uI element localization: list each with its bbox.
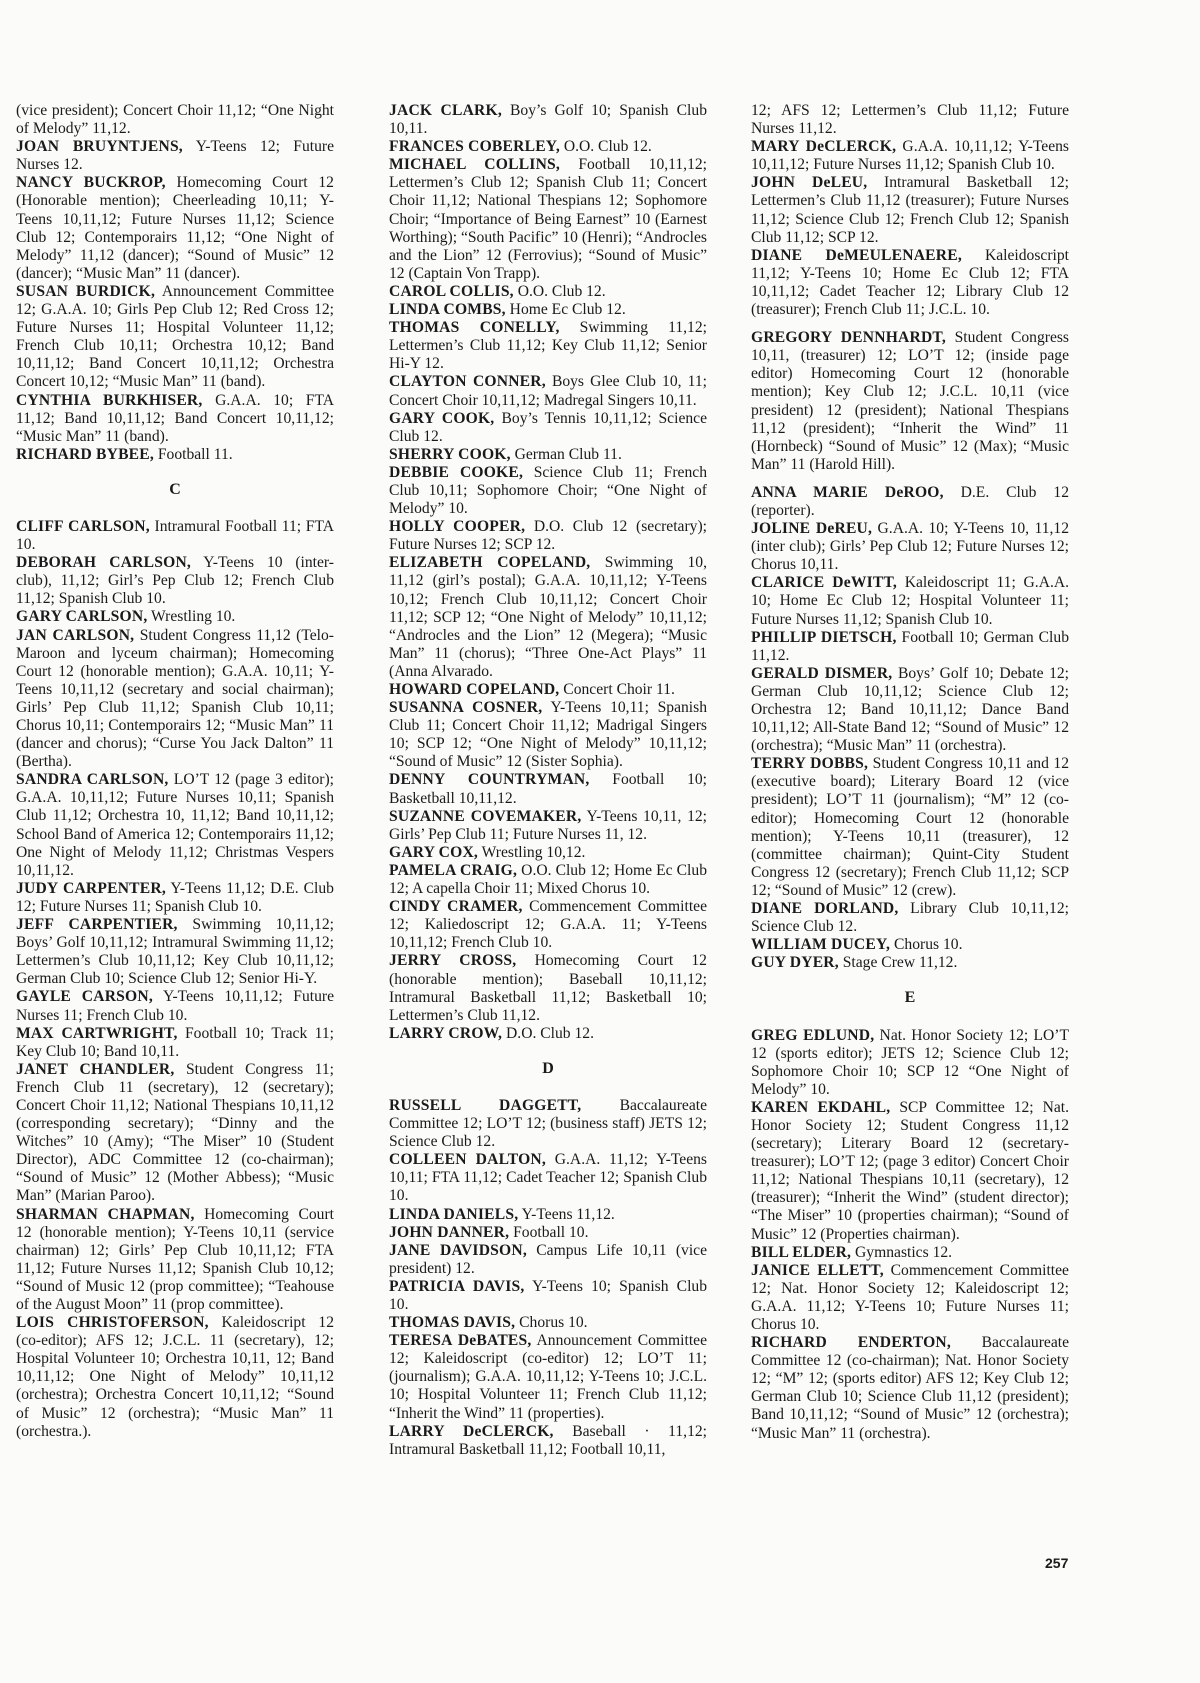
- student-name: PATRICIA DAVIS,: [389, 1277, 525, 1295]
- student-activities: Swimming 10, 11,12 (girl’s postal); G.A.A. 10,11,12; Y-Teens 10,12; French Club 10,11,12; Concert Choir 11,12; SCP 12; “One Night of Melody” 10,11,12; “Androcles and the Lion” 12 (Megera); “Music Man” 11 (chorus); “Three One-Act Plays” 11 (Anna Alvarado.: [389, 554, 707, 680]
- student-name: MARY DeCLERCK,: [751, 138, 897, 156]
- student-activities: Concert Choir 11.: [559, 681, 675, 698]
- student-name: TERESA DeBATES,: [389, 1332, 532, 1350]
- student-name: SANDRA CARLSON,: [16, 771, 169, 789]
- student-activities: Chorus 10.: [515, 1314, 588, 1332]
- student-entry: [16, 554, 334, 608]
- student-activities: Science Club 11; French Club 10,11; Sophomore Choir; “One Night of Melody” 10.: [389, 463, 707, 518]
- column-right: [751, 102, 1069, 1443]
- student-entry: [389, 446, 707, 464]
- student-activities: Football 10.: [509, 1223, 589, 1241]
- student-entry: [751, 329, 1069, 474]
- page-number: 257: [1045, 1555, 1069, 1571]
- student-entry: [751, 629, 1069, 665]
- student-activities: Y-Teens 10,11, 12; Girls’ Pep Club 11; Future Nurses 11, 12.: [389, 807, 707, 843]
- student-activities: Chorus 10.: [890, 936, 963, 954]
- student-activities: Boys Glee Club 10, 11; Concert Choir 10,11,12; Madregal Singers 10,11.: [389, 373, 707, 409]
- student-entry: [16, 627, 334, 772]
- student-entry: [389, 898, 707, 952]
- student-activities: Kaleidoscript 11,12; Y-Teens 10; Home Ec Club 12; FTA 10,11,12; Cadet Teacher 12; Library Club 12 (treasurer); French Club 11; J.C.L. 10.: [751, 246, 1069, 319]
- student-name: GUY DYER,: [751, 954, 839, 972]
- student-entry: [389, 138, 707, 156]
- student-activities: Kaleidoscript 11; G.A.A. 10; Home Ec Club 12; Hospital Volunteer 11; Future Nurses 11,12; Spanish Club 10.: [751, 574, 1070, 628]
- student-name: LOIS CHRISTOFERSON,: [16, 1314, 209, 1332]
- student-name: GREG EDLUND,: [751, 1026, 875, 1044]
- student-entry: [751, 900, 1069, 936]
- student-activities: Campus Life 10,11 (vice president) 12.: [389, 1241, 707, 1277]
- student-entry: [16, 1025, 334, 1061]
- student-name: FRANCES COBERLEY,: [389, 138, 560, 156]
- spacer: [751, 474, 1069, 484]
- student-entry: [16, 988, 334, 1024]
- student-activities: O.O. Club 12.: [559, 138, 652, 156]
- student-name: CAROL COLLIS,: [389, 282, 514, 300]
- student-activities: Wrestling 10.: [147, 608, 236, 626]
- student-name: DIANE DORLAND,: [751, 900, 899, 918]
- student-activities: Y-Teens 12; Future Nurses 12.: [16, 138, 334, 174]
- student-entry: [389, 699, 707, 771]
- student-name: CINDY CRAMER,: [389, 898, 523, 916]
- student-entry: [16, 1206, 334, 1315]
- student-activities: Nat. Honor Society 12; LO’T 12 (sports editor); JETS 12; Science Club 12; Sophomore Choir 10; SCP 12 “One Night of Melody” 10.: [751, 1026, 1069, 1098]
- student-entry: [389, 102, 707, 138]
- student-activities: Announcement Committee 12; G.A.A. 10; Girls Pep Club 12; Red Cross 12; Future Nurses 11; Hospital Volunteer 11,12; French Club 10,11; Orchestra 10,12; Band 10,11,12; Band Concert 10,11,12; Orchestra Concert 10,12; “Music Man” 11 (band).: [16, 282, 334, 391]
- entry-continuation: 12; AFS 12; Lettermen’s Club 11,12; Future Nurses 11,12.: [751, 102, 1069, 138]
- student-name: JOHN DANNER,: [389, 1223, 510, 1241]
- student-name: THOMAS DAVIS,: [389, 1314, 516, 1332]
- student-activities: Football 11.: [153, 445, 233, 463]
- student-entry: [389, 156, 707, 283]
- student-name: CLAYTON CONNER,: [389, 373, 546, 391]
- student-name: LINDA COMBS,: [389, 301, 506, 319]
- student-entry: [751, 1027, 1069, 1099]
- student-activities: Swimming 10,11,12; Boys’ Golf 10,11,12; Intramural Swimming 11,12; Lettermen’s Club 10,11,12; Key Club 10,11,12; German Club 10; Science Club 12; Senior Hi-Y.: [16, 916, 334, 988]
- student-entry: [751, 1334, 1069, 1443]
- student-entry: [16, 138, 334, 174]
- student-activities: D.E. Club 12 (reporter).: [751, 483, 1069, 519]
- student-entry: [389, 301, 707, 319]
- student-name: ANNA MARIE DeROO,: [751, 483, 944, 501]
- student-entry: [16, 771, 334, 880]
- student-entry: [16, 174, 334, 283]
- student-entry: [16, 518, 334, 554]
- student-entry: [389, 771, 707, 807]
- student-entry: [389, 1097, 707, 1151]
- column-middle: [389, 102, 707, 1459]
- student-entry: [389, 373, 707, 409]
- student-name: THOMAS CONELLY,: [389, 319, 560, 337]
- student-activities: Intramural Football 11; FTA 10.: [16, 517, 334, 554]
- student-activities: O.O. Club 12.: [513, 282, 606, 300]
- entry-continuation: (vice president); Concert Choir 11,12; “One Night of Melody” 11,12.: [16, 102, 334, 138]
- student-activities: Student Congress 10,11, (treasurer) 12; LO’T 12; (inside page editor) Homecoming Court 12 (honorable mention); Key Club 12; J.C.L. 10,11 (vice president) 12 (president); National Thespians 11,12 (president); “Inherit the Wind” 11 (Hornbeck) “Sound of Music” 12 (Max); “Music Man” 11 (Harold Hill).: [751, 329, 1069, 473]
- student-activities: Wrestling 10,12.: [478, 843, 586, 861]
- student-entry: [16, 283, 334, 392]
- student-activities: Library Club 10,11,12; Science Club 12.: [751, 900, 1069, 936]
- student-entry: [751, 574, 1069, 628]
- student-activities: Boy’s Golf 10; Spanish Club 10,11.: [389, 102, 707, 138]
- student-activities: D.O. Club 12 (secretary); Future Nurses 12; SCP 12.: [389, 518, 707, 554]
- student-name: DENNY COUNTRYMAN,: [389, 771, 590, 789]
- student-name: PHILLIP DIETSCH,: [751, 628, 897, 646]
- student-activities: Home Ec Club 12.: [505, 301, 626, 319]
- student-name: JUDY CARPENTER,: [16, 879, 166, 897]
- student-name: CLIFF CARLSON,: [16, 517, 150, 535]
- student-activities: Intramural Basketball 12; Lettermen’s Club 11,12 (treasurer); Future Nurses 11,12; Science Club 12; French Club 12; Spanish Club 11,12; SCP 12.: [751, 174, 1069, 246]
- student-entry: [389, 1151, 707, 1205]
- student-activities: Y-Teens 11,12.: [518, 1205, 615, 1223]
- student-activities: Commencement Committee 12; Kaliedoscript 12; G.A.A. 11; Y-Teens 10,11,12; French Club 10.: [389, 898, 707, 952]
- student-entry: [16, 1061, 334, 1206]
- section-letter: E: [904, 989, 916, 1007]
- student-activities: Football 10; Track 11; Key Club 10; Band 10,11.: [16, 1024, 334, 1060]
- student-entry: [16, 1314, 334, 1441]
- student-activities: Baseball · 11,12; Intramural Basketball 11,12; Football 10,11,: [389, 1422, 707, 1458]
- student-name: HOLLY COOPER,: [389, 518, 526, 536]
- student-activities: Baccalaureate Committee 12; LO’T 12; (business staff) JETS 12; Science Club 12.: [389, 1096, 707, 1151]
- student-activities: Homecoming Court 12 (honorable mention); Y-Teens 10,11 (service chairman) 12; Girls’ Pep Club 10,11,12; FTA 11,12; Future Nurses 11,12; Spanish Club 10,12; “Sound of Music 12 (prop committee); “Teahouse of the August Moon” 11 (prop committee).: [16, 1205, 335, 1313]
- student-activities: D.O. Club 12.: [502, 1024, 594, 1042]
- student-activities: Y-Teens 11,12; D.E. Club 12; Future Nurses 11; Spanish Club 10.: [16, 879, 334, 915]
- student-name: GARY COOK,: [389, 409, 495, 427]
- student-name: NANCY BUCKROP,: [16, 174, 166, 192]
- student-activities: Student Congress 11; French Club 11 (secretary), 12 (secretary); Concert Choir 11,12; National Thespians 10,11,12 (corresponding secretary); “Dinny and the Witches” 10 (Amy); “The Miser” 10 (Student Director), ADC Committee 12 (co-chairman); “Sound of Music” 12 (Mother Abbess); “Music Man” (Marian Paroo).: [16, 1060, 334, 1205]
- student-name: CYNTHIA BURKHISER,: [16, 391, 203, 409]
- column-left: [16, 102, 334, 1441]
- student-name: WILLIAM DUCEY,: [751, 936, 891, 954]
- student-activities: Y-Teens 10,11; Spanish Club 11; Concert Choir 11,12; Madrigal Singers 10; SCP 12; “One Night of Melody” 10,11,12; “Sound of Music” 12 (Sister Sophia).: [389, 699, 708, 771]
- student-name: JOLINE DeREU,: [751, 520, 873, 538]
- student-activities: Football 10; Basketball 10,11,12.: [389, 771, 707, 807]
- student-activities: Homecoming Court 12 (honorable mention); Baseball 10,11,12; Intramural Basketball 11,12; Basketball 10; Lettermen’s Club 11,12.: [389, 952, 707, 1024]
- student-activities: Boy’s Tennis 10,11,12; Science Club 12.: [389, 409, 707, 445]
- student-entry: [389, 681, 707, 699]
- student-activities: Y-Teens 10,11,12; Future Nurses 11; French Club 10.: [16, 988, 335, 1024]
- student-entry: [389, 1278, 707, 1314]
- student-name: JANET CHANDLER,: [16, 1060, 175, 1078]
- student-activities: Swimming 11,12; Lettermen’s Club 11,12; Key Club 11,12; Senior Hi-Y 12.: [389, 319, 707, 373]
- student-entry: [751, 484, 1069, 520]
- student-activities: G.A.A. 11,12; Y-Teens 10,11; FTA 11,12; Cadet Teacher 12; Spanish Club 10.: [389, 1151, 707, 1205]
- student-entry: [751, 1262, 1069, 1334]
- student-entry: [389, 1423, 707, 1459]
- student-name: DIANE DeMEULENAERE,: [751, 246, 962, 264]
- student-activities: Baccalaureate Committee 12 (co-chairman); Nat. Honor Society 12; “M” 12; (sports editor) AFS 12; Key Club 12; German Club 10; Science Club 11,12 (president); Band 10,11,12; “Sound of Music” 12 (orchestra); “Music Man” 11 (orchestra).: [751, 1334, 1070, 1442]
- student-name: LINDA DANIELS,: [389, 1205, 519, 1223]
- student-name: RUSSELL DAGGETT,: [389, 1096, 582, 1114]
- student-activities: O.O. Club 12; Home Ec Club 12; A capella Choir 11; Mixed Chorus 10.: [389, 861, 707, 898]
- student-activities: Gymnastics 12.: [851, 1243, 953, 1261]
- student-entry: [751, 174, 1069, 246]
- student-entry: [751, 936, 1069, 954]
- student-entry: [389, 862, 707, 898]
- student-name: DEBBIE COOKE,: [389, 463, 524, 481]
- student-activities: G.A.A. 10; Y-Teens 10, 11,12 (inter club); Girls’ Pep Club 12; Future Nurses 12; Chorus 10,11.: [751, 520, 1070, 574]
- student-name: MAX CARTWRIGHT,: [16, 1024, 178, 1042]
- student-name: GREGORY DENNHARDT,: [751, 329, 946, 347]
- student-entry: [389, 1025, 707, 1043]
- student-name: JEFF CARPENTIER,: [16, 916, 178, 934]
- student-entry: [751, 954, 1069, 972]
- section-letter: D: [542, 1059, 554, 1077]
- student-name: BILL ELDER,: [751, 1243, 852, 1261]
- student-name: KAREN EKDAHL,: [751, 1098, 891, 1116]
- student-entry: [16, 608, 334, 626]
- student-name: RICHARD BYBEE,: [16, 445, 154, 463]
- student-activities: Announcement Committee 12; Kaleidoscript (co-editor) 12; LO’T 11; (journalism); G.A.A. 10,11,12; Y-Teens 10; J.C.L. 10; Hospital Volunteer 11; French Club 11,12; “Inherit the Wind” 11 (properties).: [389, 1332, 707, 1422]
- student-name: GARY CARLSON,: [16, 608, 148, 626]
- section-letter: C: [169, 480, 181, 498]
- student-activities: Student Congress 10,11 and 12 (executive board); Literary Board 12 (vice president); LO’T 11 (journalism); “M” 12 (co-editor); Homecoming Court 12 (honorable mention); Y-Teens 10,11 (treasurer), 12 (committee chairman); Quint-City Student Congress 12 (secretary); French Club 11,12; SCP 12; “Sound of Music” 12 (crew).: [751, 755, 1069, 899]
- student-name: JAN CARLSON,: [16, 626, 135, 644]
- student-name: JACK CLARK,: [389, 102, 502, 119]
- student-name: DEBORAH CARLSON,: [16, 554, 192, 572]
- student-name: JANICE ELLETT,: [751, 1261, 884, 1279]
- student-entry: [389, 319, 707, 373]
- student-entry: [389, 464, 707, 518]
- student-entry: [16, 446, 334, 464]
- student-entry: [389, 518, 707, 554]
- student-activities: LO’T 12 (page 3 editor); G.A.A. 10,11,12; Future Nurses 10,11; Spanish Club 11,12; Orchestra 10, 11,12; Band 10,11,12; School Band of America 12; Contemporairs 11,12; One Night of Melody 11,12; Christmas Vespers 10,11,12.: [16, 771, 334, 879]
- student-name: RICHARD ENDERTON,: [751, 1334, 951, 1352]
- student-name: GARY COX,: [389, 843, 479, 861]
- student-name: JOHN DeLEU,: [751, 174, 868, 192]
- spacer: [751, 319, 1069, 329]
- student-entry: [389, 1206, 707, 1224]
- student-name: COLLEEN DALTON,: [389, 1151, 546, 1169]
- student-activities: G.A.A. 10; FTA 11,12; Band 10,11,12; Band Concert 10,11,12; “Music Man” 11 (band).: [16, 391, 335, 445]
- student-entry: [389, 1332, 707, 1422]
- student-entry: [389, 554, 707, 681]
- student-entry: [389, 808, 707, 844]
- student-entry: [389, 1314, 707, 1332]
- student-entry: [389, 410, 707, 446]
- student-activities: Football 10; German Club 11,12.: [751, 628, 1069, 664]
- student-activities: Stage Crew 11,12.: [838, 954, 958, 972]
- student-entry: [389, 1242, 707, 1278]
- student-name: TERRY DOBBS,: [751, 755, 869, 773]
- student-activities: G.A.A. 10,11,12; Y-Teens 10,11,12; Future Nurses 11,12; Spanish Club 10.: [751, 138, 1069, 174]
- student-activities: Homecoming Court 12 (Honorable mention); Cheerleading 10,11; Y-Teens 10,11,12; Future Nurses 11,12; Science Club 12; Contemporairs 11,12; “One Night of Melody” 11,12 (dancer); “Sound of Music” 12 (dancer); “Music Man” 11 (dancer).: [16, 174, 334, 282]
- student-entry: [751, 1244, 1069, 1262]
- student-name: SUSANNA COSNER,: [389, 699, 543, 717]
- student-activities: Boys’ Golf 10; Debate 12; German Club 10,11,12; Science Club 12; Orchestra 12; Band 10,11,12; Dance Band 10,11,12; All-State Band 12; “Sound of Music” 12 (orchestra); “Music Man” 11 (orchestra).: [751, 664, 1069, 755]
- student-activities: Y-Teens 10; Spanish Club 10.: [389, 1277, 707, 1313]
- student-activities: Football 10,11,12; Lettermen’s Club 12; Spanish Club 11; Concert Choir 11,12; National Thespians 12; Sophomore Choir; “Importance of Being Earnest” 10 (Earnest Worthing); “South Pacific” 10 (Henri); “Androcles and the Lion” 12 (Ferrovius); “Sound of Music” 12 (Captain Von Trapp).: [389, 156, 707, 282]
- student-entry: [16, 392, 334, 446]
- student-name: ELIZABETH COPELAND,: [389, 554, 591, 572]
- student-activities: Y-Teens 10 (inter-club), 11,12; Girl’s Pep Club 12; French Club 11,12; Spanish Club 10.: [16, 554, 334, 608]
- student-name: SHERRY COOK,: [389, 445, 511, 463]
- student-activities: Commencement Committee 12; Nat. Honor Society 12; Kaleidoscript 12; G.A.A. 11,12; Y-Teens 10; Future Nurses 11; Chorus 10.: [751, 1261, 1069, 1333]
- student-activities: Kaleidoscript 12 (co-editor); AFS 12; J.C.L. 11 (secretary), 12; Hospital Volunteer 10; Orchestra 10,11, 12; Band 10,11,12; One Night of Melody” 10,11,12 (orchestra); Orchestra Concert 10,11,12; “Sound of Music” 12 (orchestra); “Music Man” 11 (orchestra.).: [16, 1314, 334, 1440]
- student-name: SUSAN BURDICK,: [16, 282, 156, 300]
- student-entry: [751, 520, 1069, 574]
- student-entry: [751, 755, 1069, 900]
- student-entry: [751, 665, 1069, 755]
- student-entry: [389, 1224, 707, 1242]
- student-entry: [16, 880, 334, 916]
- student-name: JANE DAVIDSON,: [389, 1241, 527, 1259]
- student-entry: [751, 1099, 1069, 1244]
- student-name: SUZANNE COVEMAKER,: [389, 807, 582, 825]
- student-entry: [389, 952, 707, 1024]
- student-name: GERALD DISMER,: [751, 664, 893, 682]
- student-entry: [751, 138, 1069, 174]
- student-activities: German Club 11.: [510, 445, 622, 463]
- student-name: LARRY CROW,: [389, 1024, 503, 1042]
- student-entry: [389, 283, 707, 301]
- student-name: CLARICE DeWITT,: [751, 574, 898, 592]
- student-name: MICHAEL COLLINS,: [389, 156, 561, 174]
- student-activities: Student Congress 11,12 (Telo-Maroon and lyceum chairman); Homecoming Court 12 (honorable mention); G.A.A. 10,11; Y-Teens 10,11,12 (secretary and social chairman); Girls’ Pep Club 11,12; Spanish Club 10,11; Chorus 10,11; Contemporairs 12; “Music Man” 11 (dancer and chorus); “Curse You Jack Dalton” 11 (Bertha).: [16, 626, 334, 771]
- student-name: JOAN BRUYNTJENS,: [16, 138, 183, 156]
- student-name: JERRY CROSS,: [389, 952, 517, 970]
- student-name: LARRY DeCLERCK,: [389, 1422, 554, 1440]
- student-name: PAMELA CRAIG,: [389, 861, 518, 879]
- student-name: HOWARD COPELAND,: [389, 681, 560, 698]
- student-entry: [16, 916, 334, 988]
- student-activities: SCP Committee 12; Nat. Honor Society 12; Student Congress 11,12 (secretary); Literary Board 12 (secretary-treasurer); LO’T 12; (page 3 editor) Concert Choir 11,12; National Thespians 10,11 (secretary), 12 (treasurer); “Inherit the Wind” (student director); “The Miser” 10 (properties chairman); “Sound of Music” 12 (Properties chairman).: [751, 1098, 1069, 1243]
- student-entry: [751, 247, 1069, 319]
- student-entry: [389, 844, 707, 862]
- student-name: GAYLE CARSON,: [16, 988, 153, 1006]
- student-name: SHARMAN CHAPMAN,: [16, 1205, 195, 1223]
